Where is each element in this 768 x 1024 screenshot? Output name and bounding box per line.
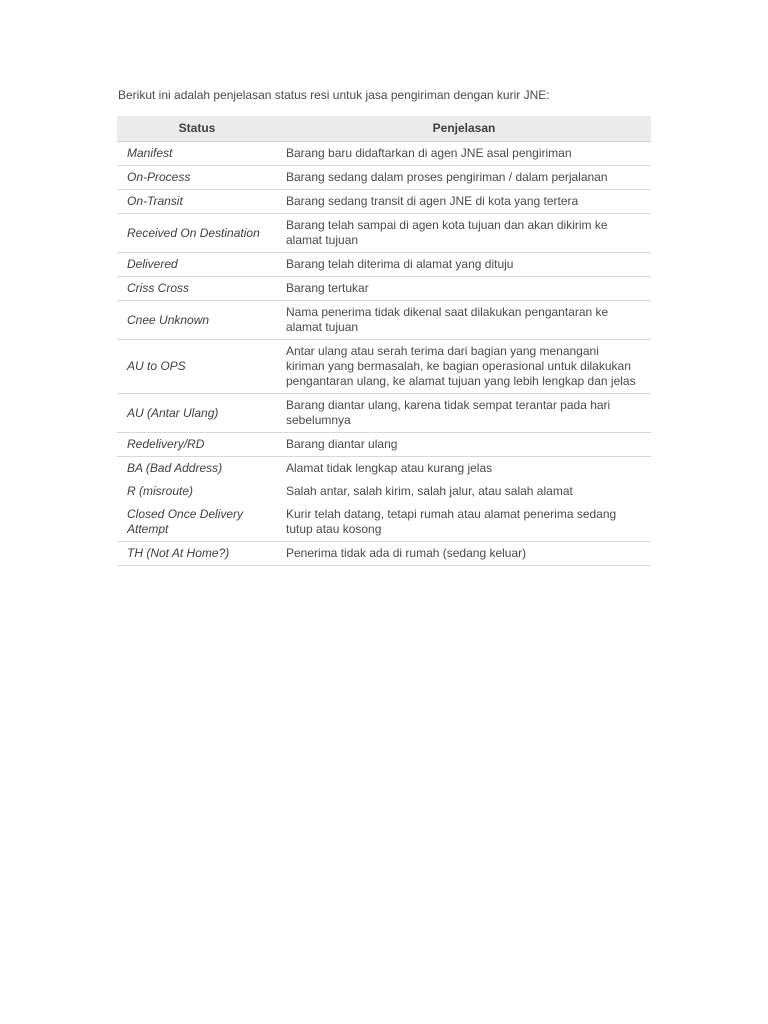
status-cell: On-Transit	[117, 190, 277, 214]
table-row	[117, 340, 651, 394]
status-cell: Cnee Unknown	[117, 301, 277, 340]
status-cell: Criss Cross	[117, 277, 277, 301]
table-row	[117, 277, 651, 301]
description-cell: Penerima tidak ada di rumah (sedang keluar)	[277, 542, 651, 566]
table-row	[117, 253, 651, 277]
table-header-row	[117, 116, 651, 142]
status-cell: AU to OPS	[117, 340, 277, 394]
status-cell: R (misroute)	[127, 484, 194, 498]
table-row	[117, 190, 651, 214]
description-cell: Barang tertukar	[277, 277, 651, 301]
column-header-penjelasan: Penjelasan	[277, 116, 651, 142]
description-cell: Alamat tidak lengkap atau kurang jelas	[286, 461, 493, 475]
status-cell: Redelivery/RD	[117, 433, 277, 457]
status-cell: Manifest	[117, 142, 277, 166]
status-cell: BA (Bad Address)	[127, 461, 223, 475]
status-cell: TH (Not At Home?)	[117, 542, 277, 566]
status-table	[117, 116, 651, 566]
table-row	[117, 503, 651, 542]
status-cell: AU (Antar Ulang)	[117, 394, 277, 433]
description-cell: Barang baru didaftarkan di agen JNE asal pengiriman	[277, 142, 651, 166]
table-row	[117, 142, 651, 166]
column-header-status: Status	[117, 116, 277, 142]
description-cell: Antar ulang atau serah terima dari bagian yang menangani kiriman yang bermasalah, ke bagian operasional untuk dilakukan pengantaran ulang, ke alamat tujuan yang lebih lengkap dan jelas	[277, 340, 651, 394]
status-cell: On-Process	[117, 166, 277, 190]
description-cell: Barang diantar ulang, karena tidak sempat terantar pada hari sebelumnya	[277, 394, 651, 433]
description-cell: Barang telah diterima di alamat yang dituju	[277, 253, 651, 277]
status-cell: Received On Destination	[117, 214, 277, 253]
description-cell: Salah antar, salah kirim, salah jalur, atau salah alamat	[286, 484, 573, 498]
intro-text: Berikut ini adalah penjelasan status resi untuk jasa pengiriman dengan kurir JNE:	[118, 88, 550, 102]
description-cell: Barang telah sampai di agen kota tujuan dan akan dikirim ke alamat tujuan	[277, 214, 651, 253]
description-cell: Nama penerima tidak dikenal saat dilakukan pengantaran ke alamat tujuan	[277, 301, 651, 340]
table-row	[117, 433, 651, 457]
description-cell: Kurir telah datang, tetapi rumah atau alamat penerima sedang tutup atau kosong	[277, 503, 651, 542]
status-cell: Closed Once Delivery Attempt	[117, 503, 277, 542]
table-row	[117, 166, 651, 190]
description-cell: Barang sedang transit di agen JNE di kota yang tertera	[277, 190, 651, 214]
table-row	[117, 457, 651, 481]
description-cell: Barang sedang dalam proses pengiriman / dalam perjalanan	[277, 166, 651, 190]
table-row	[117, 542, 651, 566]
status-cell: Delivered	[117, 253, 277, 277]
table-row	[117, 301, 651, 340]
table-row	[117, 394, 651, 433]
description-cell: Barang diantar ulang	[277, 433, 651, 457]
table-row	[117, 214, 651, 253]
table-row	[117, 480, 651, 503]
